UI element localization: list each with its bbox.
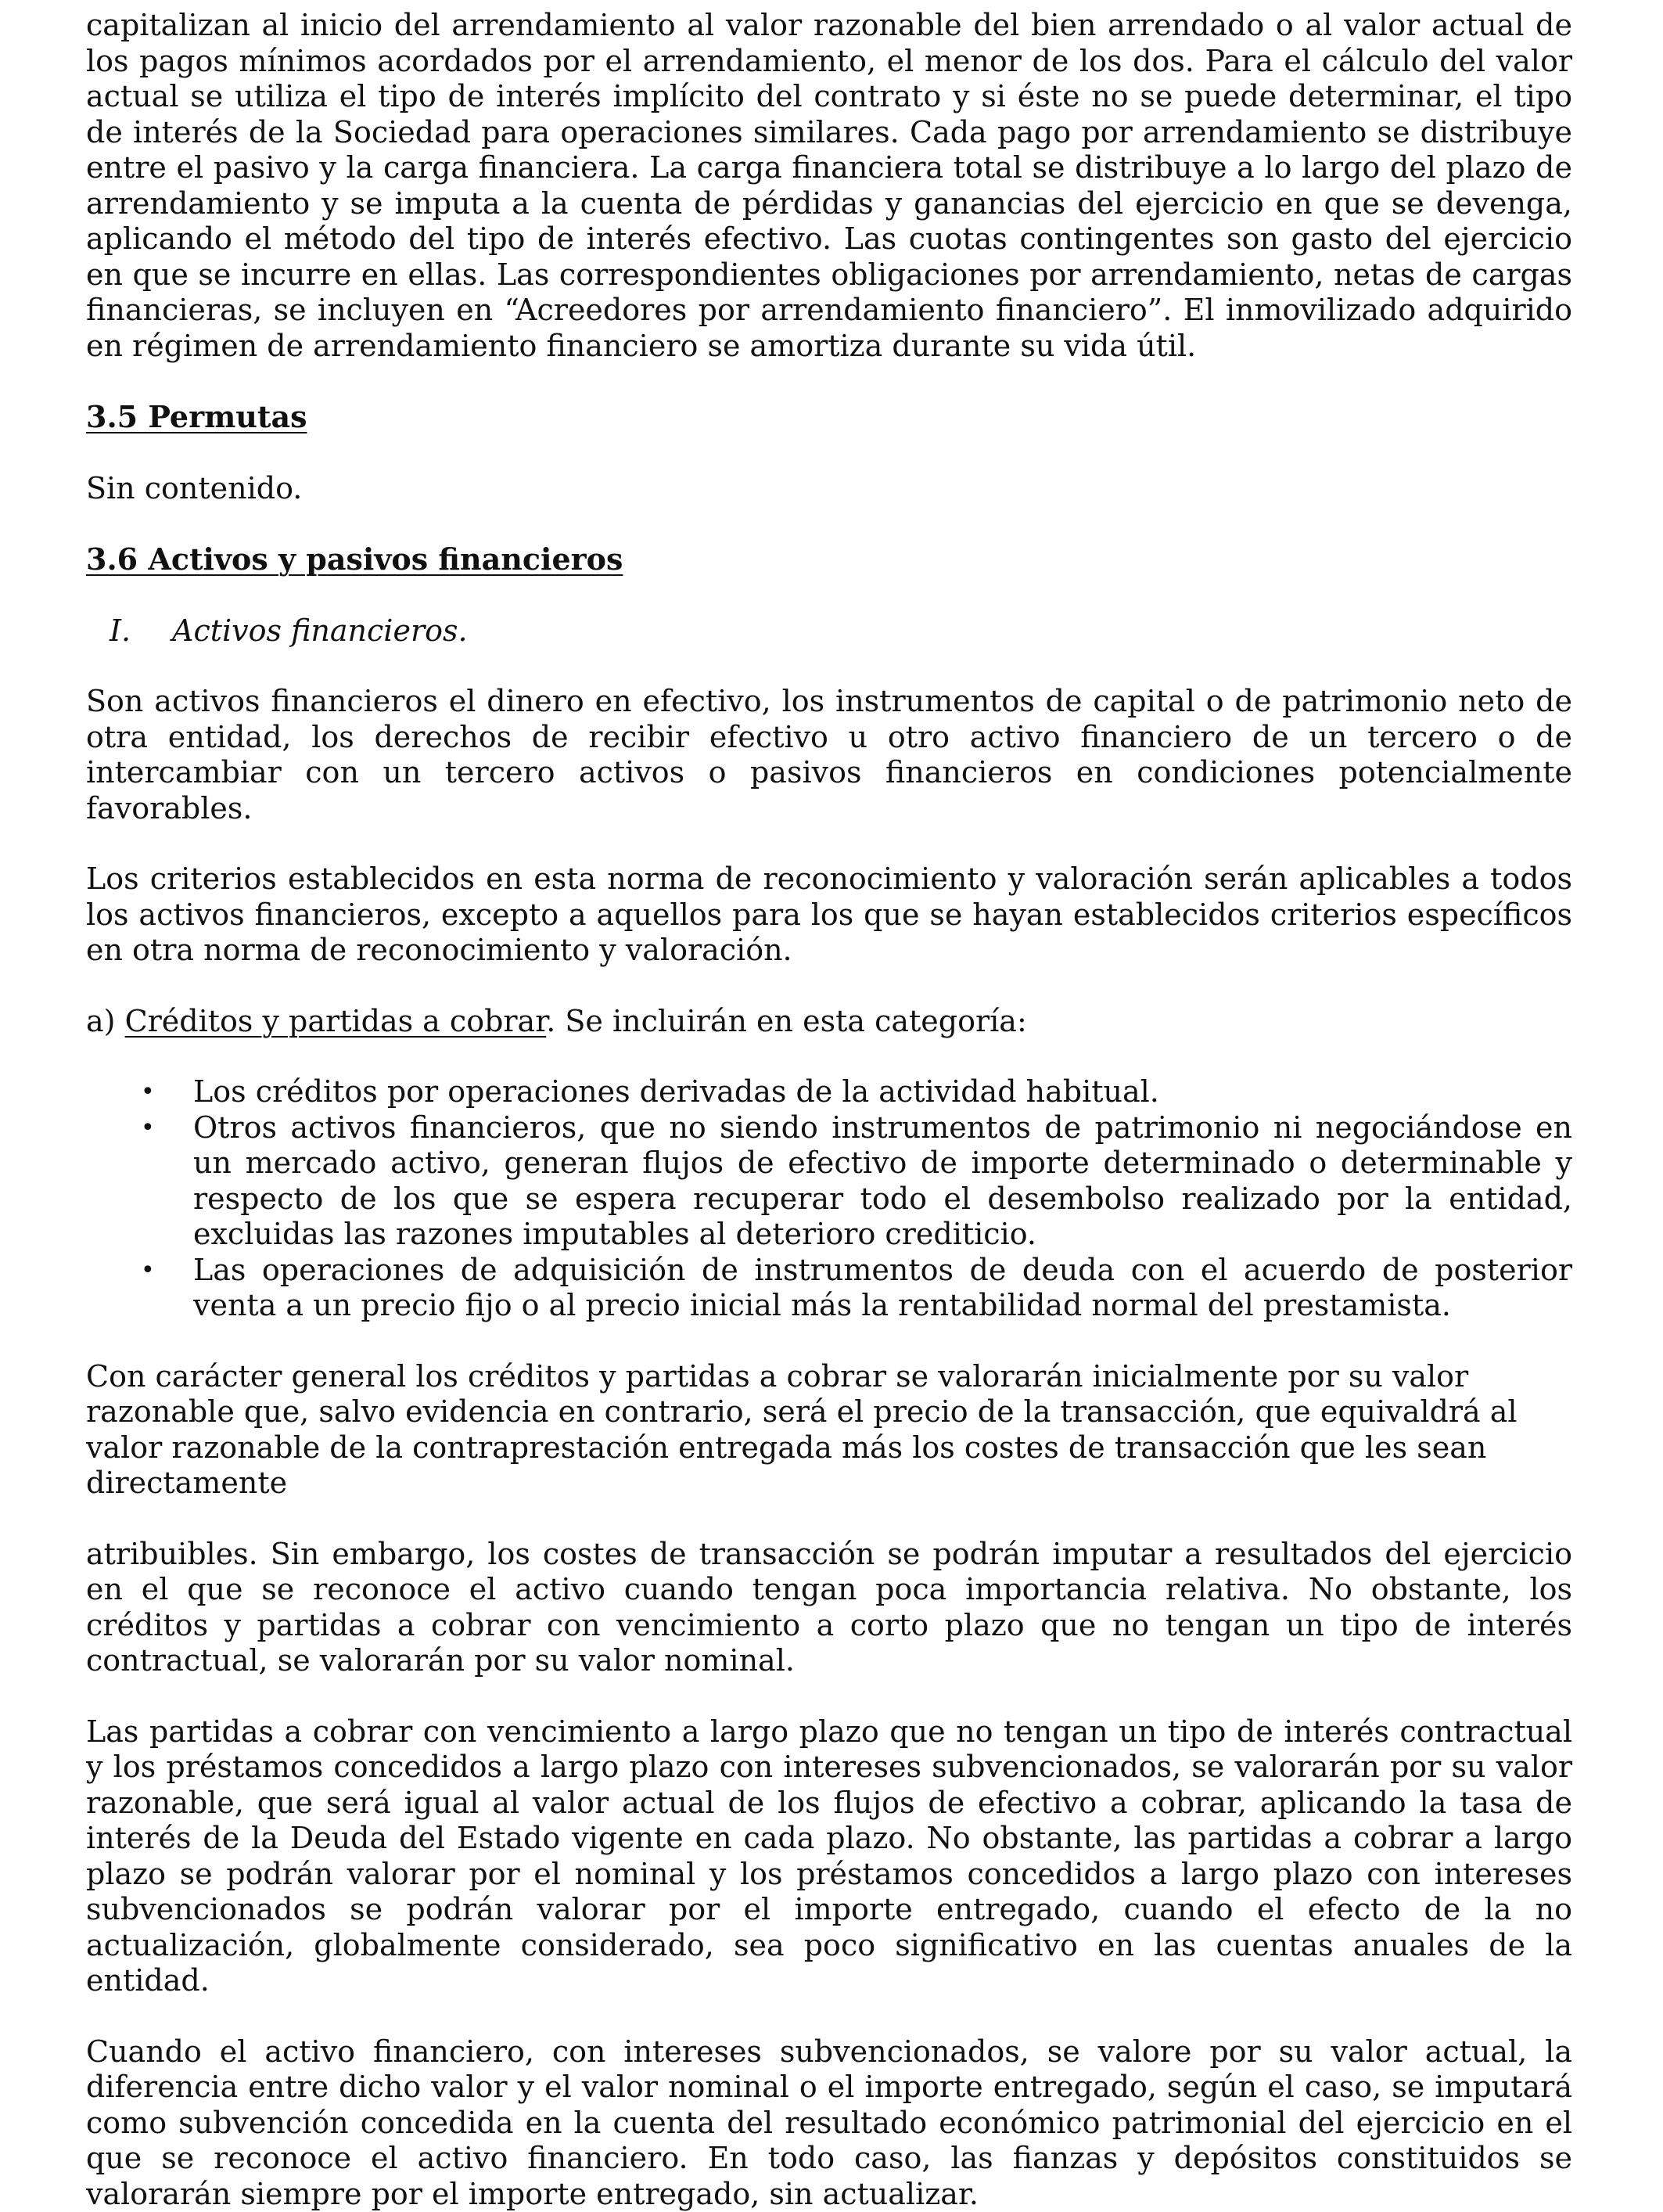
section-heading-activos-pasivos-text: 3.6 Activos y pasivos financieros (86, 541, 623, 577)
intro-paragraph: capitalizan al inicio del arrendamiento al valor razonable del bien arrendado o al valor actual de los pagos mínimos acordados por el arrendamiento, el menor de los dos. Para el cálculo del valor actual se utiliza el tipo de interés implícito del contrato y si éste no se puede determinar, el tipo de interés de la Sociedad para operaciones similares. Cada pago por arrendamiento se distribuye entre el pasivo y la carga financiera. La carga financiera total se distribuye a lo largo del plazo de arrendamiento y se imputa a la cuenta de pérdidas y ganancias del ejercicio en que se devenga, aplicando el método del tipo de interés efectivo. Las cuotas contingentes son gasto del ejercicio en que se incurre en ellas. Las correspondientes obligaciones por arrendamiento, netas de cargas financieras, se incluyen en “Acreedores por arrendamiento financiero”. El inmovilizado adquirido en régimen de arrendamiento financiero se amortiza durante su vida útil. (86, 8, 1572, 364)
spacer (86, 364, 1572, 399)
spacer (86, 436, 1572, 471)
spacer (86, 578, 1572, 613)
paragraph-criteria: Los criterios establecidos en esta norma de reconocimiento y valoración serán aplicables a todos los activos financieros, excepto a aquellos para los que se hayan establecidos criterios específicos en otra norma de reconocimiento y valoración. (86, 861, 1572, 969)
document-page (86, 8, 1572, 2212)
spacer (86, 506, 1572, 541)
list-item (86, 1253, 1572, 1324)
list-item-text: Los créditos por operaciones derivadas de la actividad habitual. (193, 1074, 1159, 1109)
item-a-line (86, 1004, 1572, 1040)
subsection-heading (86, 613, 1572, 649)
spacer (86, 1502, 1572, 1537)
spacer (86, 969, 1572, 1004)
spacer (86, 1679, 1572, 1714)
list-item (86, 1074, 1572, 1110)
list-item-text: Otros activos financieros, que no siendo instrumentos de patrimonio ni negociándose en un mercado activo, generan flujos de efectivo de importe determinado o determinable y respecto de los que se espera recuperar todo el desembolso realizado por la entidad, excluidas las razones imputables al deterioro crediticio. (193, 1110, 1572, 1252)
paragraph-general-valuation: Con carácter general los créditos y partidas a cobrar se valorarán inicialmente por su valor razonable que, salvo evidencia en contrario, será el precio de la transacción, que equivaldrá al valor razonable de la contraprestación entregada más los costes de transacción que les sean directamente (86, 1359, 1572, 1502)
section-heading-permutas-text: 3.5 Permutas (86, 399, 307, 434)
item-a-prefix: a) (86, 1004, 125, 1038)
section-heading-permutas (86, 399, 1572, 436)
bullet-icon: • (141, 1074, 155, 1110)
item-a-suffix: . Se incluirán en esta categoría: (546, 1004, 1027, 1038)
paragraph-definition: Son activos financieros el dinero en efectivo, los instrumentos de capital o de patrimonio neto de otra entidad, los derechos de recibir efectivo u otro activo financiero de un tercero o de intercambiar con un tercero activos o pasivos financieros en condiciones potencialmente favorables. (86, 684, 1572, 826)
permutas-body: Sin contenido. (86, 471, 1572, 507)
spacer (86, 826, 1572, 861)
subsection-title: Activos financieros. (172, 613, 468, 649)
spacer (86, 1039, 1572, 1074)
spacer (86, 1999, 1572, 2034)
spacer (86, 1324, 1572, 1359)
subsection-number: I. (86, 613, 172, 649)
spacer (86, 649, 1572, 684)
item-a-title: Créditos y partidas a cobrar (125, 1004, 547, 1038)
section-heading-activos-pasivos (86, 541, 1572, 578)
bullet-icon: • (141, 1253, 155, 1289)
bullet-icon: • (141, 1110, 155, 1146)
paragraph-transaction-costs: atribuibles. Sin embargo, los costes de transacción se podrán imputar a resultados del ejercicio en el que se reconoce el activo cuando tengan poca importancia relativa. No obstante, los créditos y partidas a cobrar con vencimiento a corto plazo que no tengan un tipo de interés contractual, se valorarán por su valor nominal. (86, 1537, 1572, 1679)
bullet-list (86, 1074, 1572, 1324)
list-item-text: Las operaciones de adquisición de instrumentos de deuda con el acuerdo de posterior venta a un precio fijo o al precio inicial más la rentabilidad normal del prestamista. (193, 1253, 1572, 1323)
paragraph-subsidized-interest: Cuando el activo financiero, con intereses subvencionados, se valore por su valor actual, la diferencia entre dicho valor y el valor nominal o el importe entregado, según el caso, se imputará como subvención concedida en la cuenta del resultado económico patrimonial del ejercicio en el que se reconoce el activo financiero. En todo caso, las fianzas y depósitos constituidos se valorarán siempre por el importe entregado, sin actualizar. (86, 2034, 1572, 2212)
list-item (86, 1110, 1572, 1253)
paragraph-long-term: Las partidas a cobrar con vencimiento a largo plazo que no tengan un tipo de interés contractual y los préstamos concedidos a largo plazo con intereses subvencionados, se valorarán por su valor razonable, que será igual al valor actual de los flujos de efectivo a cobrar, aplicando la tasa de interés de la Deuda del Estado vigente en cada plazo. No obstante, las partidas a cobrar a largo plazo se podrán valorar por el nominal y los préstamos concedidos a largo plazo con intereses subvencionados se podrán valorar por el importe entregado, cuando el efecto de la no actualización, globalmente considerado, sea poco significativo en las cuentas anuales de la entidad. (86, 1714, 1572, 1999)
